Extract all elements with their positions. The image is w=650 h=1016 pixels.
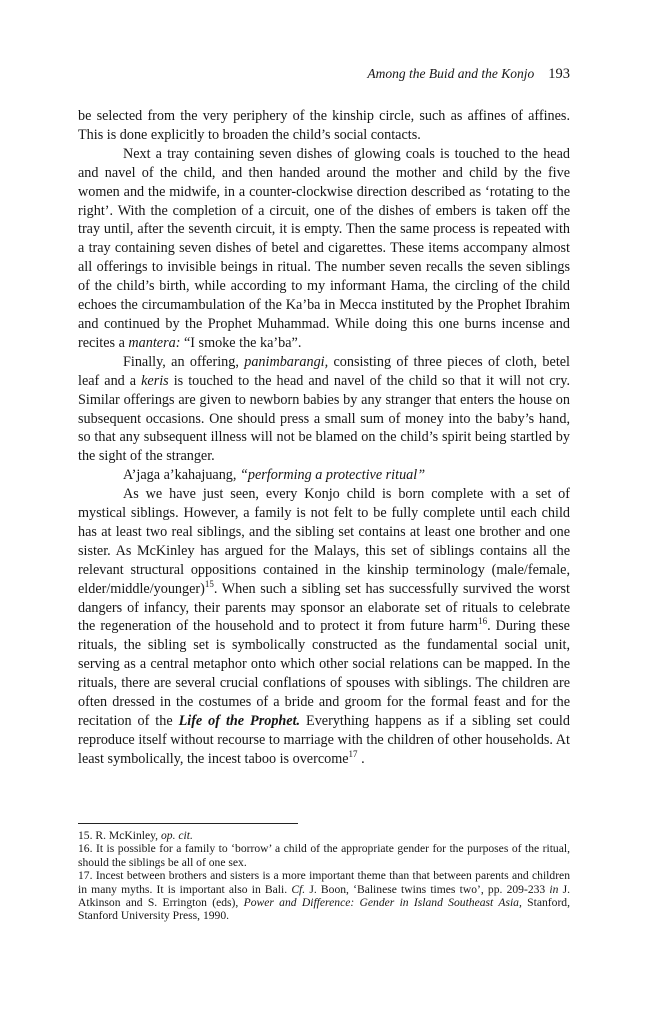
- footnote-17-text-b: J. Boon, ‘Balinese twins times two’, pp. 209-233: [305, 882, 550, 896]
- paragraph-2: [78, 145, 570, 353]
- paragraph-3-text-a: Finally, an offering,: [123, 353, 245, 370]
- paragraph-4-text-b: . When such a sibling set has successfully survived the worst dangers of infancy, their parents may sponsor an elaborate set of rituals to celebrate the regeneration of the household and to protect it from future harm: [78, 580, 570, 635]
- title-life-of-the-prophet: Life of the Prophet.: [178, 713, 301, 729]
- footnote-15-opcit: op. cit.: [160, 829, 193, 842]
- section-heading: [78, 466, 570, 485]
- section-heading-term: A’jaga a’kahajuang,: [123, 467, 240, 484]
- footnote-17-in: in: [549, 882, 559, 896]
- term-keris: keris: [141, 372, 169, 389]
- footnote-17: [78, 869, 570, 923]
- paragraph-1-text: be selected from the very periphery of the kinship circle, such as affines of affines. This is done explicitly to broaden the child’s social contacts.: [78, 108, 570, 143]
- paragraph-4: [78, 485, 570, 769]
- footnote-17-cf: Cf.: [291, 882, 306, 896]
- paragraph-4-text-d: Everything happens as if a sibling set could reproduce itself without recourse to marriage with the children of other households. At least symbolically, the incest taboo is overcome: [78, 713, 570, 767]
- paragraph-4-text-a: As we have just seen, every Konjo child is born complete with a set of mystical siblings. However, a family is not felt to be fully complete until each child has at least two real siblings, and the sibling set contains at least one brother and one sister. As McKinley has argued for the Malays, this set of siblings contains all the relevant structural oppositions contained in the kinship terminology (male/female, elder/middle/younger): [78, 486, 570, 597]
- term-mantera: mantera:: [128, 334, 181, 351]
- running-head-title: Among the Buid and the Konjo: [367, 66, 535, 81]
- paragraph-3-text-c: is touched to the head and navel of the child so that it will not cry. Similar offerings are given to newborn babies by any stranger that enters the house on subsequent occasions. One should press a small sum of money into the baby’s hand, so that any subsequent illness will not be blamed on the child’s spirit being startled by the sight of the stranger.: [78, 372, 570, 465]
- paragraph-2-text: Next a tray containing seven dishes of glowing coals is touched to the head and navel of the child, and then handed around the mother and child by the five women and the midwife, in a counter-clockwise direction described as ‘rotating to the right’. With the completion of a circuit, one of the dishes of embers is taken off the tray until, after the seventh circuit, it is empty. Then the same process is repeated with a tray containing seven dishes of betel and cigarettes. These items accompany almost all offerings to invisible beings in ritual. The number seven recalls the seven siblings of the child’s birth, while according to my informant Hama, the circling of the child echoes the circumambulation of the Ka’ba in Mecca instituted by the Prophet Ibrahim and continued by the Prophet Muhammad. While doing this one burns incense and recites a: [78, 145, 570, 351]
- footnote-ref-16: 16: [478, 616, 488, 627]
- footnote-17-text-c: J. Atkinson and S. Errington (eds),: [78, 882, 570, 910]
- footnote-16-text: 16. It is possible for a family to ‘borrow’ a child of the appropriate gender for the purposes of the ritual, should the siblings be all of one sex.: [78, 842, 570, 869]
- running-head: [0, 66, 570, 83]
- section-heading-gloss: “performing a protective ritual”: [240, 467, 426, 484]
- paragraph-3-text-b: consisting of three pieces of cloth, betel leaf and a: [78, 353, 570, 389]
- footnote-ref-17: 17: [348, 748, 358, 759]
- paragraph-1: [78, 107, 570, 145]
- footnote-17-text-a: 17. Incest between brothers and sisters is a more important theme than that between parents and children in many myths. It is important also in Bali.: [78, 869, 570, 896]
- term-panimbarangi: panimbarangi,: [244, 353, 329, 370]
- footnote-15: [78, 829, 570, 842]
- paragraph-3: [78, 353, 570, 466]
- footnotes: [78, 829, 570, 923]
- paragraph-4-text-c: . During these rituals, the sibling set is symbolically constructed as the fundamental social unit, serving as a central metaphor onto which other social relations can be mapped. In the rituals, there are several crucial conflations of spouses with siblings. The children are often dressed in the costumes of a bride and groom for the formal feast and for the recitation of the: [78, 618, 570, 729]
- page-number: 193: [548, 66, 570, 82]
- paragraph-2-end: “I smoke the ka’ba”.: [180, 334, 302, 351]
- footnote-17-book-title: Power and Difference: Gender in Island Southeast Asia,: [243, 896, 522, 910]
- body-text: [78, 107, 570, 769]
- footnote-15-text: 15. R. McKinley,: [78, 829, 161, 842]
- footnote-rule: [78, 823, 298, 824]
- paragraph-4-text-e: .: [357, 750, 365, 767]
- footnote-16: [78, 842, 570, 869]
- footnote-ref-15: 15: [204, 578, 214, 589]
- footnote-17-text-d: Stanford, Stanford University Press, 1990.: [78, 896, 570, 923]
